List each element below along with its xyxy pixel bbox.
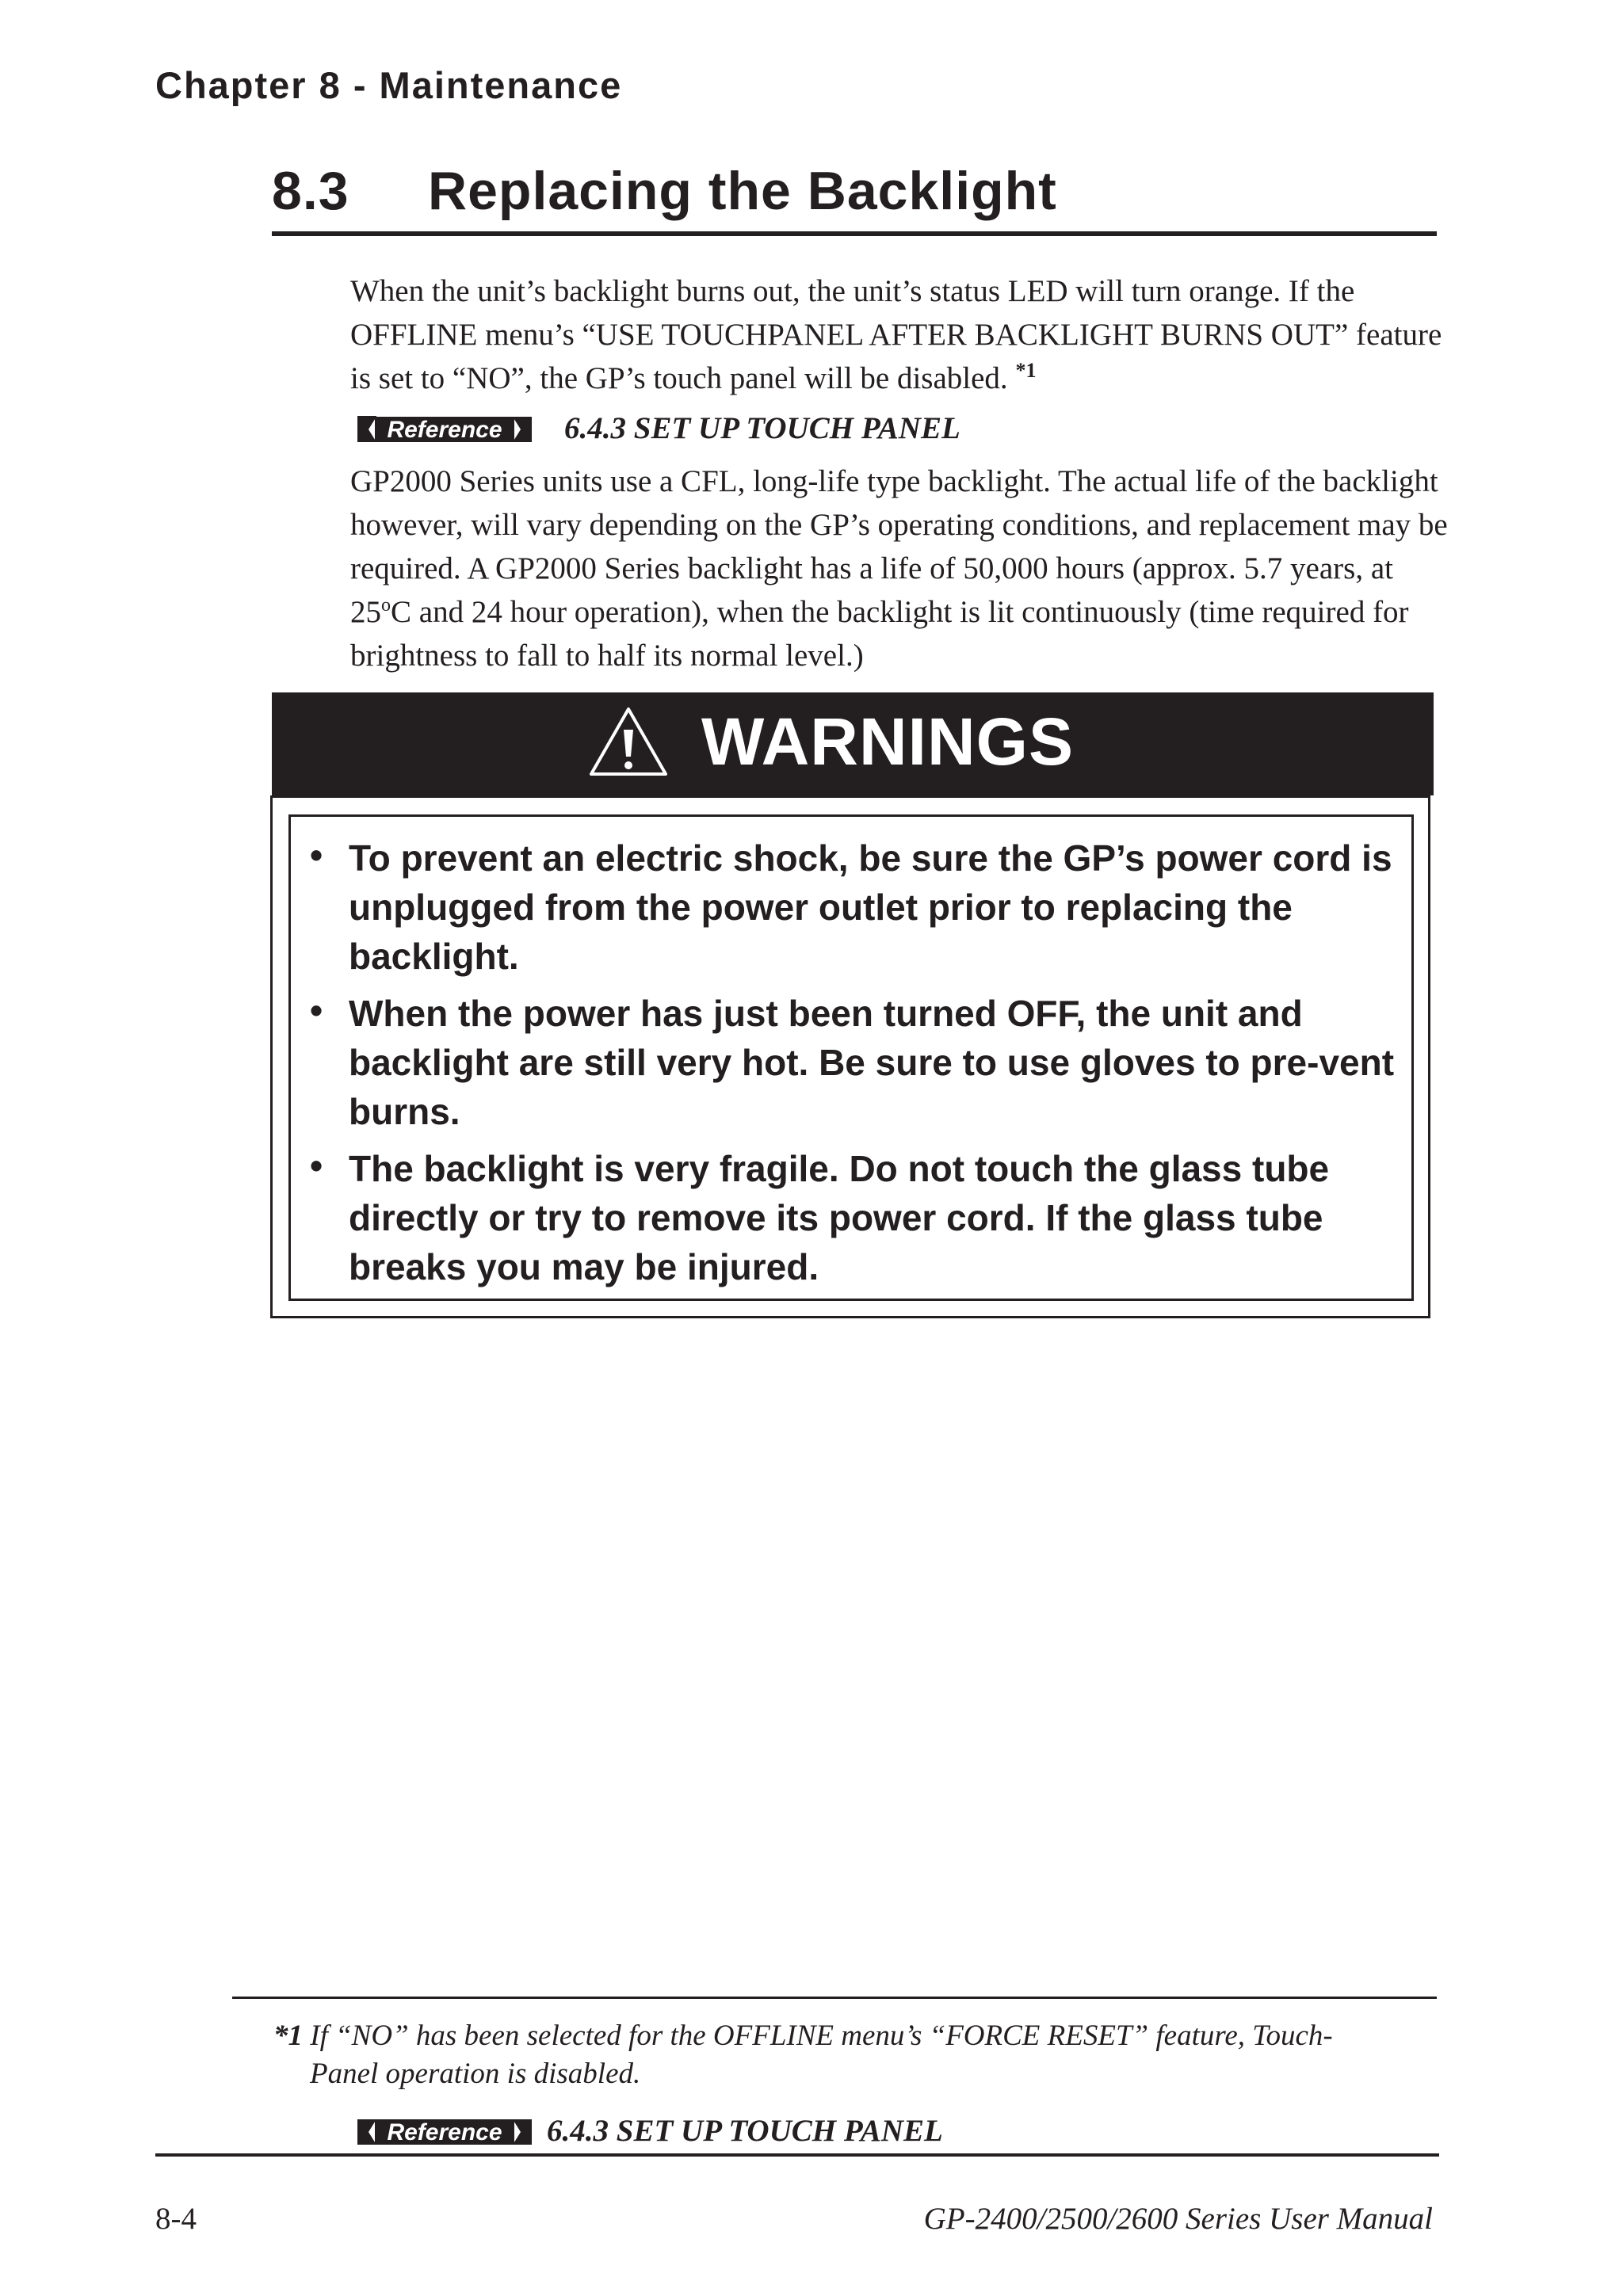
backlight-text-part1: GP2000 Series units use a CFL, long-life type backlight. The actual life of the backlight however, will vary depending on the GP’s operating conditions, and replacement may be required. A GP2000 Series backlight has a life of 50,000 hours (approx. 5.7 years, at 25: [350, 464, 1448, 629]
warning-item: The backlight is very fragile. Do not touch the glass tube directly or try to remove its power cord. If the glass tube breaks you may be injured.: [349, 1148, 1330, 1287]
section-rule: [272, 231, 1437, 236]
reference-badge: [357, 415, 532, 444]
backlight-paragraph: [350, 460, 1452, 677]
section-number: 8.3: [272, 161, 349, 221]
footnote-rule: [232, 1997, 1437, 1999]
backlight-text-part2: C and 24 hour operation), when the backlight is lit continuously (time required for brightness to fall to half its normal level.): [350, 595, 1409, 673]
reference-badge: [357, 2118, 532, 2146]
footnote-marker-link[interactable]: *1: [1015, 359, 1037, 382]
warning-bullet: •: [310, 990, 323, 1031]
chapter-header: Chapter 8 - Maintenance: [155, 64, 623, 106]
warning-bullet: •: [310, 1145, 323, 1186]
footer-rule: [155, 2153, 1439, 2157]
footnote: [273, 2017, 1415, 2093]
warning-item: When the power has just been turned OFF, the unit and backlight are still very hot. Be sure to use gloves to pre-vent burns.: [349, 993, 1395, 1132]
footnote-line-1: If “NO” has been selected for the OFFLINE menu’s “FORCE RESET” feature, Touch-: [303, 2019, 1333, 2052]
section-title: Replacing the Backlight: [428, 161, 1057, 221]
reference-badge-label: Reference: [387, 417, 502, 443]
intro-paragraph: [350, 269, 1452, 400]
page-number: 8-4: [155, 2202, 197, 2236]
reference-link-setup-touch-panel-footnote[interactable]: 6.4.3 SET UP TOUCH PANEL: [547, 2114, 943, 2148]
footnote-mark: *1: [273, 2019, 303, 2052]
warning-item: To prevent an electric shock, be sure the GP’s power cord is unplugged from the power outlet prior to replacing the backlight.: [349, 837, 1392, 977]
footnote-line-2: Panel operation is disabled.: [310, 2058, 641, 2090]
reference-link-setup-touch-panel[interactable]: 6.4.3 SET UP TOUCH PANEL: [564, 411, 960, 445]
intro-text: When the unit’s backlight burns out, the unit’s status LED will turn orange. If the OFFLINE menu’s “USE TOUCHPANEL AFTER BACKLIGHT BURNS OUT” feature is set to “NO”, the GP’s touch panel will be disabled.: [350, 274, 1442, 395]
warning-bullet: •: [310, 834, 323, 875]
reference-badge-label: Reference: [387, 2119, 502, 2145]
warnings-title: WARNINGS: [701, 704, 1074, 779]
section-heading: [272, 160, 1057, 222]
warning-triangle-icon: [588, 706, 669, 777]
manual-title: GP-2400/2500/2600 Series User Manual: [923, 2202, 1433, 2236]
degree-superscript: o: [381, 595, 391, 616]
